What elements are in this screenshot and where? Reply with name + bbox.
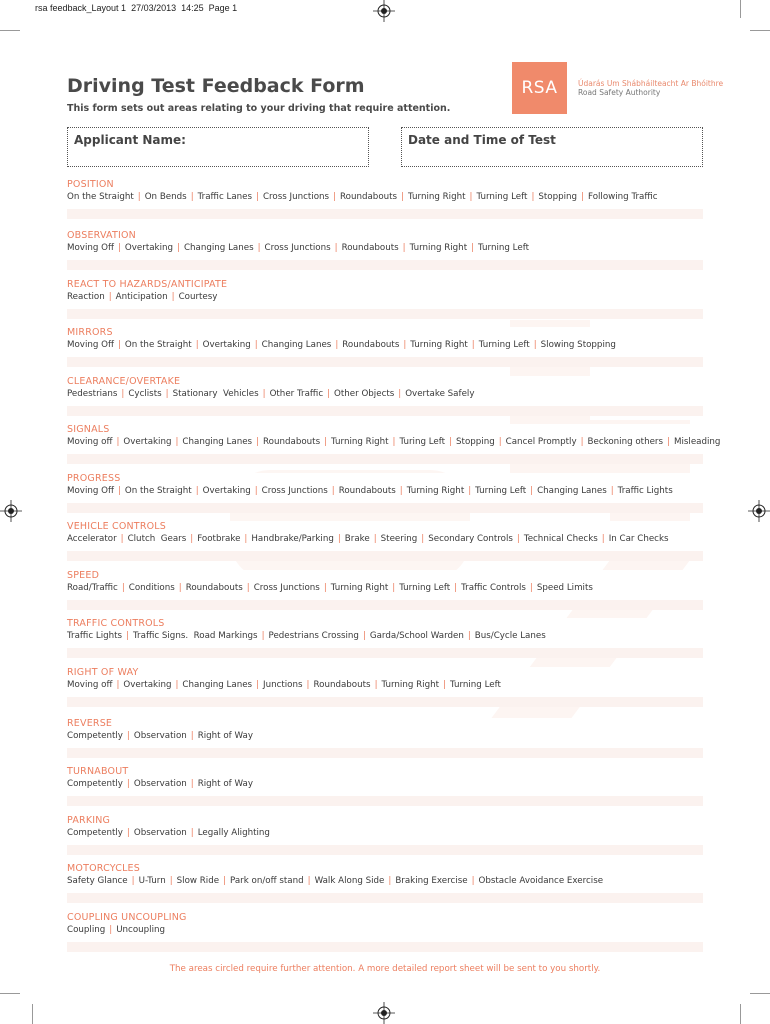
section-items xyxy=(67,389,474,399)
section-title: TURNABOUT xyxy=(67,766,129,777)
feedback-item[interactable]: Walk Along Side xyxy=(314,876,385,886)
section-items xyxy=(67,925,165,935)
item-separator: | xyxy=(421,534,425,544)
feedback-item[interactable]: Steering xyxy=(380,534,418,544)
feedback-item[interactable]: Moving off xyxy=(67,680,113,690)
feedback-item[interactable]: Observation xyxy=(133,731,187,741)
feedback-item[interactable]: Moving Off xyxy=(67,243,114,253)
feedback-item[interactable]: Accelerator xyxy=(67,534,117,544)
item-separator: | xyxy=(137,192,141,202)
feedback-item[interactable]: Right of Way xyxy=(197,779,253,789)
feedback-item[interactable]: On the Straight xyxy=(124,340,192,350)
feedback-item[interactable]: Overtaking xyxy=(123,680,172,690)
feedback-item[interactable]: Handbrake/Parking xyxy=(251,534,334,544)
date-time-label: Date and Time of Test xyxy=(408,133,556,147)
registration-mark-icon xyxy=(373,1002,395,1024)
feedback-item[interactable]: Conditions xyxy=(128,583,175,593)
feedback-item[interactable]: Roundabouts xyxy=(263,437,321,447)
item-separator: | xyxy=(256,437,260,447)
section-title: SIGNALS xyxy=(67,424,110,435)
feedback-item[interactable]: Cross Junctions xyxy=(262,192,330,202)
section-items xyxy=(67,731,253,741)
feedback-item[interactable]: Misleading xyxy=(673,437,721,447)
feedback-item[interactable]: Roundabouts xyxy=(342,340,400,350)
feedback-item[interactable]: Clutch Gears xyxy=(127,534,187,544)
feedback-item[interactable]: Courtesy xyxy=(178,292,218,302)
section-items xyxy=(67,534,669,544)
feedback-item[interactable]: Other Traffic xyxy=(269,389,324,399)
item-separator: | xyxy=(120,534,124,544)
item-separator: | xyxy=(195,486,199,496)
feedback-item[interactable]: Changing Lanes xyxy=(183,243,254,253)
feedback-item[interactable]: Competently xyxy=(67,731,123,741)
feedback-item[interactable]: Speed Limits xyxy=(536,583,593,593)
crop-mark xyxy=(740,1004,741,1024)
section-items xyxy=(67,583,593,593)
item-separator: | xyxy=(254,340,258,350)
section-title: COUPLING UNCOUPLING xyxy=(67,912,187,923)
print-slug: rsa feedback_Layout 1 27/03/2013 14:25 Page 1 xyxy=(35,3,238,13)
item-separator: | xyxy=(117,243,121,253)
item-separator: | xyxy=(471,876,475,886)
feedback-item[interactable]: Competently xyxy=(67,779,123,789)
applicant-name-field[interactable] xyxy=(67,127,369,167)
feedback-item[interactable]: Overtake Safely xyxy=(405,389,475,399)
section-parking xyxy=(67,815,703,855)
item-separator: | xyxy=(331,486,335,496)
item-separator: | xyxy=(126,731,130,741)
item-separator: | xyxy=(373,534,377,544)
item-separator: | xyxy=(262,389,266,399)
item-separator: | xyxy=(401,192,405,202)
item-separator: | xyxy=(471,243,475,253)
feedback-item[interactable]: Turning Left xyxy=(399,583,451,593)
item-separator: | xyxy=(362,631,366,641)
section-title: MIRRORS xyxy=(67,327,113,338)
section-items xyxy=(67,486,673,496)
feedback-item[interactable]: Stopping xyxy=(456,437,495,447)
item-separator: | xyxy=(223,876,227,886)
item-separator: | xyxy=(109,925,113,935)
section-items xyxy=(67,779,253,789)
feedback-item[interactable]: Road/Traffic xyxy=(67,583,118,593)
item-separator: | xyxy=(327,389,331,399)
feedback-item[interactable]: Braking Exercise xyxy=(395,876,468,886)
item-separator: | xyxy=(533,340,537,350)
logo-irish-name: Údarás Um Shábháilteacht Ar Bhóithre xyxy=(578,79,724,88)
item-separator: | xyxy=(175,680,179,690)
registration-mark-icon xyxy=(373,0,395,22)
item-separator: | xyxy=(529,583,533,593)
section-title: VEHICLE CONTROLS xyxy=(67,521,167,532)
feedback-item[interactable]: Obstacle Avoidance Exercise xyxy=(478,876,604,886)
feedback-item[interactable]: Coupling xyxy=(67,925,106,935)
section-motorcycles xyxy=(67,863,703,903)
feedback-item[interactable]: Cross Junctions xyxy=(264,243,331,253)
section-coupling-uncoupling xyxy=(67,912,703,952)
section-title: PARKING xyxy=(67,815,111,826)
section-right-of-way xyxy=(67,667,703,707)
section-clearance-overtake xyxy=(67,376,703,416)
feedback-item[interactable]: Cancel Promptly xyxy=(505,437,577,447)
item-separator: | xyxy=(116,680,120,690)
feedback-item[interactable]: Moving Off xyxy=(67,486,114,496)
section-title: PROGRESS xyxy=(67,473,121,484)
item-separator: | xyxy=(580,437,584,447)
section-title: POSITION xyxy=(67,179,114,190)
item-separator: | xyxy=(257,243,261,253)
feedback-item[interactable]: Changing Lanes xyxy=(182,437,253,447)
crop-mark xyxy=(740,0,741,18)
feedback-item[interactable]: Turning Right xyxy=(409,243,468,253)
form-title: Driving Test Feedback Form xyxy=(67,75,365,97)
feedback-item[interactable]: Cross Junctions xyxy=(261,486,328,496)
item-separator: | xyxy=(498,437,502,447)
item-separator: | xyxy=(468,486,472,496)
item-separator: | xyxy=(402,243,406,253)
item-separator: | xyxy=(254,486,258,496)
logo-english-name: Road Safety Authority xyxy=(578,88,661,97)
form-subtitle: This form sets out areas relating to your driving that require attention. xyxy=(67,103,451,114)
item-separator: | xyxy=(190,192,194,202)
item-separator: | xyxy=(190,828,194,838)
item-separator: | xyxy=(333,192,336,202)
feedback-item[interactable]: Turning Right xyxy=(331,437,389,447)
item-separator: | xyxy=(449,437,453,447)
section-title: RIGHT OF WAY xyxy=(67,667,139,678)
section-reverse xyxy=(67,718,703,758)
feedback-item[interactable]: Reaction xyxy=(67,292,105,302)
item-separator: | xyxy=(126,779,130,789)
section-signals xyxy=(67,424,721,464)
crop-mark xyxy=(0,993,20,994)
item-separator: | xyxy=(131,876,135,886)
feedback-item[interactable]: Traffic Signs. Road Markings xyxy=(133,631,258,641)
feedback-item[interactable]: Pedestrians xyxy=(67,389,118,399)
item-separator: | xyxy=(337,534,341,544)
feedback-item[interactable]: In Car Checks xyxy=(608,534,669,544)
section-title: SPEED xyxy=(67,570,100,581)
feedback-item[interactable]: Changing Lanes xyxy=(182,680,253,690)
feedback-item[interactable]: Pedestrians Crossing xyxy=(268,631,359,641)
feedback-item[interactable]: Overtaking xyxy=(123,437,172,447)
item-separator: | xyxy=(171,292,175,302)
feedback-item[interactable]: Junctions xyxy=(263,680,303,690)
section-items xyxy=(67,631,546,641)
feedback-item[interactable]: Secondary Controls xyxy=(428,534,513,544)
item-separator: | xyxy=(471,340,475,350)
feedback-item[interactable]: Turing Left xyxy=(399,437,446,447)
feedback-item[interactable]: Turning Left xyxy=(475,486,527,496)
feedback-item[interactable]: Safety Glance xyxy=(67,876,128,886)
section-items xyxy=(67,680,501,690)
item-separator: | xyxy=(334,243,338,253)
section-turnabout xyxy=(67,766,703,806)
item-separator: | xyxy=(121,583,125,593)
item-separator: | xyxy=(190,534,194,544)
feedback-item[interactable]: Turning Right xyxy=(406,486,465,496)
feedback-item[interactable]: Overtaking xyxy=(202,340,251,350)
item-separator: | xyxy=(530,486,534,496)
item-separator: | xyxy=(398,389,402,399)
item-separator: | xyxy=(126,631,130,641)
feedback-item[interactable]: Slowing Stopping xyxy=(540,340,616,350)
crop-mark xyxy=(750,30,770,31)
feedback-item[interactable]: Following Traffic xyxy=(588,192,658,202)
section-items xyxy=(67,340,616,350)
section-progress xyxy=(67,473,703,513)
item-separator: | xyxy=(190,779,194,789)
feedback-item[interactable]: Competently xyxy=(67,828,123,838)
item-separator: | xyxy=(117,486,121,496)
item-separator: | xyxy=(246,583,250,593)
item-separator: | xyxy=(324,437,328,447)
item-separator: | xyxy=(403,340,407,350)
feedback-item[interactable]: Anticipation xyxy=(115,292,168,302)
feedback-item[interactable]: Stopping xyxy=(538,192,578,202)
section-items xyxy=(67,292,217,302)
item-separator: | xyxy=(108,292,112,302)
feedback-item[interactable]: Bus/Cycle Lanes xyxy=(474,631,546,641)
item-separator: | xyxy=(306,680,310,690)
feedback-item[interactable]: Observation xyxy=(133,779,187,789)
item-separator: | xyxy=(175,437,179,447)
feedback-item[interactable]: On the Straight xyxy=(67,192,134,202)
registration-mark-icon xyxy=(0,500,22,522)
feedback-item[interactable]: Overtaking xyxy=(202,486,251,496)
date-time-field[interactable] xyxy=(401,127,703,167)
item-separator: | xyxy=(335,340,339,350)
feedback-item[interactable]: Roundabouts xyxy=(340,192,398,202)
item-separator: | xyxy=(399,486,403,496)
section-vehicle-controls xyxy=(67,521,703,561)
item-separator: | xyxy=(581,192,585,202)
feedback-item[interactable]: Beckoning others xyxy=(587,437,664,447)
item-separator: | xyxy=(443,680,446,690)
feedback-item[interactable]: Cyclists xyxy=(128,389,162,399)
feedback-item[interactable]: Park on/off stand xyxy=(230,876,304,886)
feedback-item[interactable]: Brake xyxy=(344,534,370,544)
feedback-item[interactable]: Uncoupling xyxy=(116,925,166,935)
section-title: TRAFFIC CONTROLS xyxy=(67,618,165,629)
feedback-item[interactable]: Turning Left xyxy=(478,243,530,253)
feedback-item[interactable]: Roundabouts xyxy=(313,680,371,690)
item-separator: | xyxy=(374,680,378,690)
item-separator: | xyxy=(601,534,605,544)
item-separator: | xyxy=(467,631,471,641)
item-separator: | xyxy=(117,340,121,350)
section-title: MOTORCYCLES xyxy=(67,863,140,874)
feedback-item[interactable]: Moving Off xyxy=(67,340,114,350)
crop-mark xyxy=(32,1004,33,1024)
section-items xyxy=(67,243,529,253)
section-items xyxy=(67,192,658,202)
feedback-item[interactable]: Traffic Controls xyxy=(461,583,526,593)
feedback-item[interactable]: On Bends xyxy=(144,192,187,202)
item-separator: | xyxy=(667,437,670,447)
item-separator: | xyxy=(469,192,473,202)
feedback-item[interactable]: Garda/School Warden xyxy=(369,631,464,641)
item-separator: | xyxy=(392,437,396,447)
section-title: REVERSE xyxy=(67,718,113,729)
item-separator: | xyxy=(531,192,535,202)
feedback-item[interactable]: Changing Lanes xyxy=(537,486,607,496)
item-separator: | xyxy=(121,389,125,399)
item-separator: | xyxy=(392,583,396,593)
feedback-item[interactable]: Right of Way xyxy=(197,731,253,741)
section-mirrors xyxy=(67,327,703,367)
section-speed xyxy=(67,570,703,610)
section-items xyxy=(67,437,720,447)
feedback-item[interactable]: Turning Right xyxy=(410,340,468,350)
section-title: REACT TO HAZARDS/ANTICIPATE xyxy=(67,279,228,290)
item-separator: | xyxy=(178,583,182,593)
section-react-to-hazards-anticipate xyxy=(67,279,703,319)
section-items xyxy=(67,876,603,886)
item-separator: | xyxy=(388,876,392,886)
feedback-item[interactable]: Legally Alighting xyxy=(197,828,270,838)
item-separator: | xyxy=(244,534,248,544)
feedback-item[interactable]: Roundabouts xyxy=(341,243,399,253)
item-separator: | xyxy=(116,437,120,447)
feedback-item[interactable]: Footbrake xyxy=(197,534,241,544)
item-separator: | xyxy=(307,876,311,886)
feedback-item[interactable]: Turning Right xyxy=(330,583,389,593)
item-separator: | xyxy=(454,583,458,593)
feedback-item[interactable]: Roundabouts xyxy=(185,583,243,593)
feedback-item[interactable]: Traffic Lights xyxy=(67,631,123,641)
item-separator: | xyxy=(169,876,173,886)
feedback-item[interactable]: Stationary Vehicles xyxy=(172,389,259,399)
feedback-item[interactable]: Traffic Lanes xyxy=(197,192,253,202)
item-separator: | xyxy=(516,534,520,544)
feedback-item[interactable]: Other Objects xyxy=(334,389,395,399)
feedback-item[interactable]: Turning Left xyxy=(478,340,530,350)
feedback-item[interactable]: Slow Ride xyxy=(176,876,220,886)
feedback-item[interactable]: Turning Left xyxy=(476,192,528,202)
feedback-item[interactable]: Cross Junctions xyxy=(253,583,320,593)
item-separator: | xyxy=(195,340,199,350)
item-separator: | xyxy=(126,828,130,838)
section-title: CLEARANCE/OVERTAKE xyxy=(67,376,181,387)
item-separator: | xyxy=(261,631,265,641)
footer-note: The areas circled require further attention. A more detailed report sheet will be sent to you shortly. xyxy=(169,964,601,974)
item-separator: | xyxy=(190,731,194,741)
feedback-item[interactable]: On the Straight xyxy=(124,486,192,496)
crop-mark xyxy=(0,30,20,31)
feedback-item[interactable]: Turning Right xyxy=(381,680,440,690)
feedback-item[interactable]: Roundabouts xyxy=(338,486,396,496)
feedback-item[interactable]: U-Turn xyxy=(138,876,166,886)
item-separator: | xyxy=(256,192,259,202)
section-position xyxy=(67,179,703,219)
feedback-item[interactable]: Turning Left xyxy=(449,680,501,690)
item-separator: | xyxy=(177,243,180,253)
feedback-item[interactable]: Traffic Lights xyxy=(617,486,673,496)
feedback-item[interactable]: Technical Checks xyxy=(523,534,598,544)
item-separator: | xyxy=(256,680,260,690)
item-separator: | xyxy=(610,486,614,496)
feedback-item[interactable]: Turning Right xyxy=(408,192,466,202)
item-separator: | xyxy=(165,389,169,399)
rsa-logo: RSA xyxy=(512,62,567,114)
feedback-item[interactable]: Observation xyxy=(133,828,187,838)
feedback-item[interactable]: Overtaking xyxy=(124,243,174,253)
feedback-item[interactable]: Moving off xyxy=(67,437,113,447)
registration-mark-icon xyxy=(748,500,770,522)
feedback-item[interactable]: Changing Lanes xyxy=(261,340,332,350)
item-separator: | xyxy=(323,583,327,593)
section-title: OBSERVATION xyxy=(67,230,136,241)
crop-mark xyxy=(750,993,770,994)
applicant-name-label: Applicant Name: xyxy=(74,133,186,147)
section-observation xyxy=(67,230,703,270)
section-items xyxy=(67,828,270,838)
section-traffic-controls xyxy=(67,618,703,658)
